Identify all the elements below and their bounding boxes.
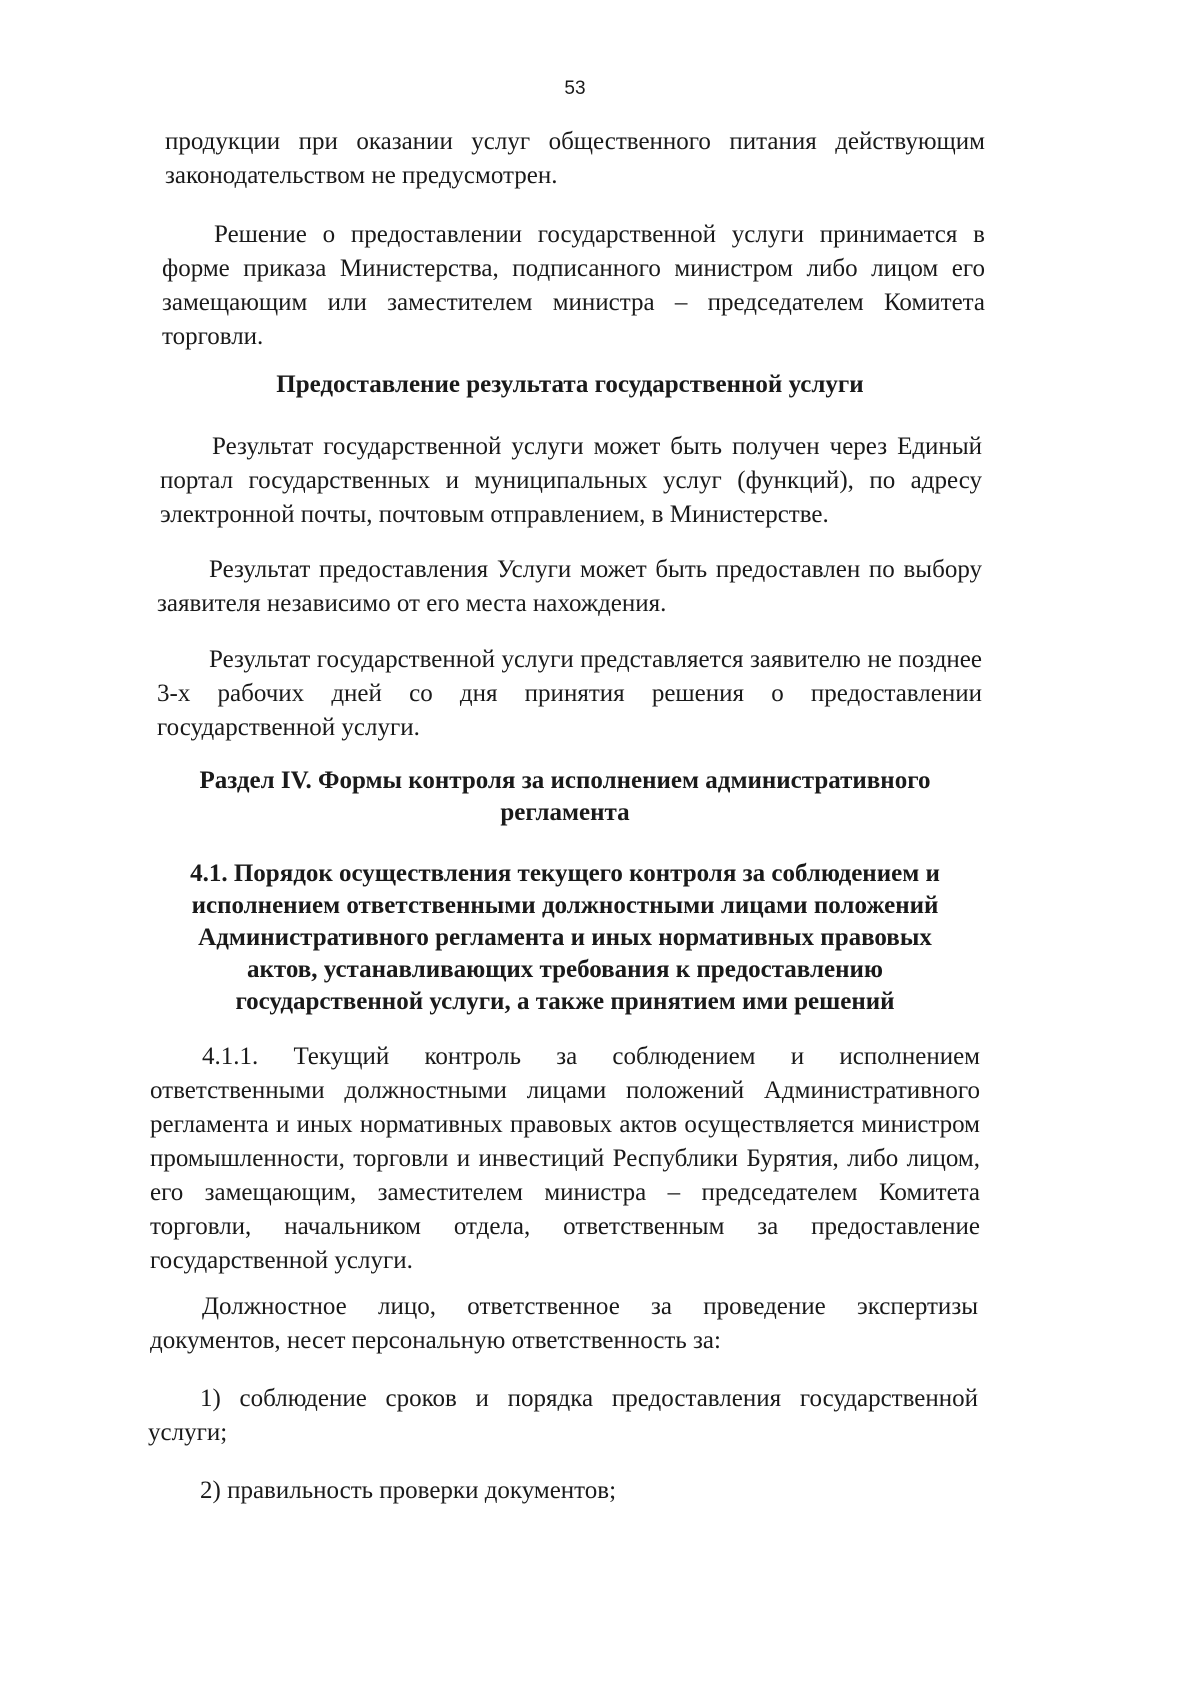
- heading-4-1-line-4: актов, устанавливающих требования к предоставлению: [247, 956, 883, 983]
- paragraph-result-deadline: Результат государственной услуги представляется заявителю не позднее 3-х рабочих дней со дня принятия решения о предоставлении государственной услуги.: [157, 646, 982, 741]
- list-item-1: 1) соблюдение сроков и порядка предоставления государственной услуги;: [148, 1385, 978, 1446]
- paragraph-result-channels: Результат государственной услуги может быть получен через Единый портал государственных и муниципальных услуг (функций), по адресу электронной почты, почтовым отправлением, в Министерстве.: [160, 433, 982, 528]
- list-item-2: 2) правильность проверки документов;: [200, 1477, 617, 1504]
- heading-4-1-line-5: государственной услуги, а также принятием ими решений: [235, 988, 895, 1015]
- heading-section-iv: [150, 765, 980, 829]
- heading-4-1-line-2: исполнением ответственными должностными лицами положений: [191, 892, 939, 919]
- heading-result-delivery: Предоставление результата государственной услуги: [276, 371, 864, 398]
- paragraph-4-1-1: 4.1.1. Текущий контроль за соблюдением и исполнением ответственными должностными лицами положений Административного регламента и иных нормативных правовых актов осуществляется министром промышленности, торговли и инвестиций Республики Бурятия, либо лицом, его замещающим, заместителем министра – председателем Комитета торговли, начальником отдела, ответственным за предоставление государственной услуги.: [150, 1043, 980, 1274]
- paragraph-result-choice: Результат предоставления Услуги может быть предоставлен по выбору заявителя независимо от его места нахождения.: [157, 556, 982, 617]
- page-number: 53: [564, 78, 586, 99]
- heading-section-iv-line-2: регламента: [500, 799, 630, 826]
- paragraph-responsible-official: Должностное лицо, ответственное за проведение экспертизы документов, несет персональную ответственность за:: [150, 1293, 978, 1354]
- paragraph-continuation: продукции при оказании услуг общественного питания действующим законодательством не предусмотрен.: [165, 128, 985, 189]
- heading-4-1-line-3: Административного регламента и иных нормативных правовых: [198, 924, 932, 951]
- heading-section-iv-line-1: Раздел IV. Формы контроля за исполнением административного: [199, 767, 931, 794]
- heading-4-1: [150, 858, 980, 1018]
- heading-4-1-line-1: 4.1. Порядок осуществления текущего контроля за соблюдением и: [190, 860, 940, 887]
- paragraph-decision: Решение о предоставлении государственной услуги принимается в форме приказа Министерства, подписанного министром либо лицом его замещающим или заместителем министра – председателем Комитета торговли.: [162, 221, 985, 350]
